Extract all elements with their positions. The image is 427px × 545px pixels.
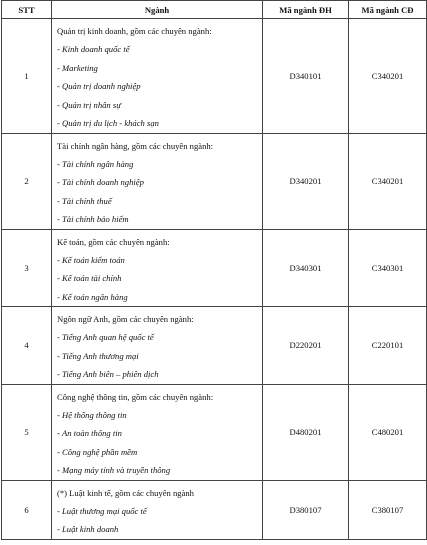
major-title: Công nghệ thông tin, gồm các chuyên ngành: (57, 391, 214, 402)
row-major (52, 229, 263, 307)
header-nganh: Ngành (52, 1, 263, 19)
table-body (2, 19, 427, 540)
specialization-label: Quản trị du lịch - khách sạn (62, 118, 159, 128)
row-major (52, 480, 263, 539)
specialization-item (57, 406, 262, 425)
specialization-item (57, 502, 262, 521)
specialization-label: Marketing (62, 62, 98, 73)
specialization-item (57, 365, 262, 384)
bullet-dash: - (57, 369, 63, 379)
row-ma-cd: C220101 (349, 307, 427, 385)
specialization-item (57, 269, 262, 288)
specialization-label: An toàn thông tin (62, 428, 122, 438)
row-ma-dh: D220201 (263, 307, 349, 385)
row-ma-cd: C340301 (349, 229, 427, 307)
row-stt: 4 (2, 307, 52, 385)
specialization-item (57, 520, 262, 539)
bullet-dash: - (57, 158, 63, 169)
header-row (2, 1, 427, 19)
header-ma-cd: Mã ngành CĐ (349, 1, 427, 19)
specialization-item (57, 40, 262, 59)
major-title: (*) Luật kinh tế, gồm các chuyên ngành (57, 487, 194, 498)
bullet-dash: - (57, 62, 63, 73)
major-title: Tài chính ngân hàng, gồm các chuyên ngành: (57, 140, 214, 151)
row-ma-cd: C480201 (349, 384, 427, 480)
row-ma-cd: C380107 (349, 480, 427, 539)
specialization-item (57, 288, 262, 307)
bullet-dash: - (57, 273, 63, 283)
specialization-item (57, 192, 262, 211)
specialization-label: Tài chính doanh nghiệp (62, 177, 144, 187)
table-row (2, 384, 427, 480)
row-ma-cd: C340201 (349, 19, 427, 134)
table-row (2, 229, 427, 307)
major-title: Kế toán, gồm các chuyên ngành: (57, 236, 170, 247)
specialization-item (57, 77, 262, 96)
specialization-item (57, 443, 262, 462)
specialization-item (57, 210, 262, 229)
specialization-label: Tiếng Anh biên – phiên dịch (62, 369, 159, 379)
specialization-label: Công nghệ phần mềm (62, 446, 138, 457)
row-stt: 6 (2, 480, 52, 539)
specialization-item (57, 96, 262, 115)
table-row (2, 480, 427, 539)
specialization-label: Tiếng Anh quan hệ quốc tế (62, 332, 154, 342)
specialization-item (57, 424, 262, 443)
specialization-item (57, 155, 262, 174)
table-row (2, 307, 427, 385)
specialization-label: Kế toán kiểm toán (62, 254, 125, 265)
bullet-dash: - (57, 254, 63, 265)
specialization-label: Quản trị doanh nghiệp (62, 81, 141, 91)
specialization-item (57, 328, 262, 347)
table-row (2, 19, 427, 134)
header-stt: STT (2, 1, 52, 19)
bullet-dash: - (57, 350, 63, 361)
bullet-dash: - (57, 332, 63, 342)
row-stt: 2 (2, 133, 52, 229)
bullet-dash: - (57, 524, 63, 534)
row-ma-dh: D340101 (263, 19, 349, 134)
bullet-dash: - (57, 44, 63, 54)
bullet-dash: - (57, 214, 63, 224)
bullet-dash: - (57, 505, 63, 516)
bullet-dash: - (57, 118, 63, 128)
specialization-label: Mạng máy tính và truyền thông (62, 465, 171, 475)
row-ma-dh: D340201 (263, 133, 349, 229)
bullet-dash: - (57, 428, 63, 438)
bullet-dash: - (57, 99, 63, 110)
specialization-label: Tài chính ngân hàng (62, 158, 134, 169)
major-title: Ngôn ngữ Anh, gồm các chuyên ngành: (57, 314, 194, 324)
specialization-label: Quản trị nhân sự (62, 99, 121, 110)
row-stt: 1 (2, 19, 52, 134)
bullet-dash: - (57, 291, 63, 302)
row-major (52, 133, 263, 229)
table-row (2, 133, 427, 229)
specialization-label: Luật kinh doanh (62, 524, 119, 534)
specialization-item (57, 59, 262, 78)
majors-table (1, 0, 427, 540)
bullet-dash: - (57, 465, 63, 475)
row-stt: 3 (2, 229, 52, 307)
table-header (2, 1, 427, 19)
specialization-label: Kinh doanh quốc tế (62, 44, 130, 54)
row-ma-cd: C340201 (349, 133, 427, 229)
row-major (52, 384, 263, 480)
header-ma-dh: Mã ngành ĐH (263, 1, 349, 19)
major-title: Quản trị kinh doanh, gồm các chuyên ngành: (57, 26, 212, 36)
bullet-dash: - (57, 446, 63, 457)
specialization-item (57, 347, 262, 366)
specialization-label: Luật thương mại quốc tế (62, 505, 147, 516)
specialization-label: Hệ thống thông tin (62, 409, 127, 420)
specialization-label: Tài chính thuế (62, 195, 112, 206)
bullet-dash: - (57, 195, 63, 206)
specialization-label: Kế toán tài chính (62, 273, 122, 283)
row-major (52, 307, 263, 385)
specialization-item (57, 173, 262, 192)
specialization-label: Tài chính bảo hiểm (62, 214, 129, 224)
specialization-item (57, 251, 262, 270)
specialization-label: Kế toán ngân hàng (62, 291, 128, 302)
specialization-label: Tiếng Anh thương mại (62, 350, 139, 361)
row-stt: 5 (2, 384, 52, 480)
row-ma-dh: D340301 (263, 229, 349, 307)
row-ma-dh: D380107 (263, 480, 349, 539)
row-ma-dh: D480201 (263, 384, 349, 480)
row-major (52, 19, 263, 134)
bullet-dash: - (57, 177, 63, 187)
bullet-dash: - (57, 81, 63, 91)
specialization-item (57, 461, 262, 480)
specialization-item (57, 114, 262, 133)
bullet-dash: - (57, 409, 63, 420)
